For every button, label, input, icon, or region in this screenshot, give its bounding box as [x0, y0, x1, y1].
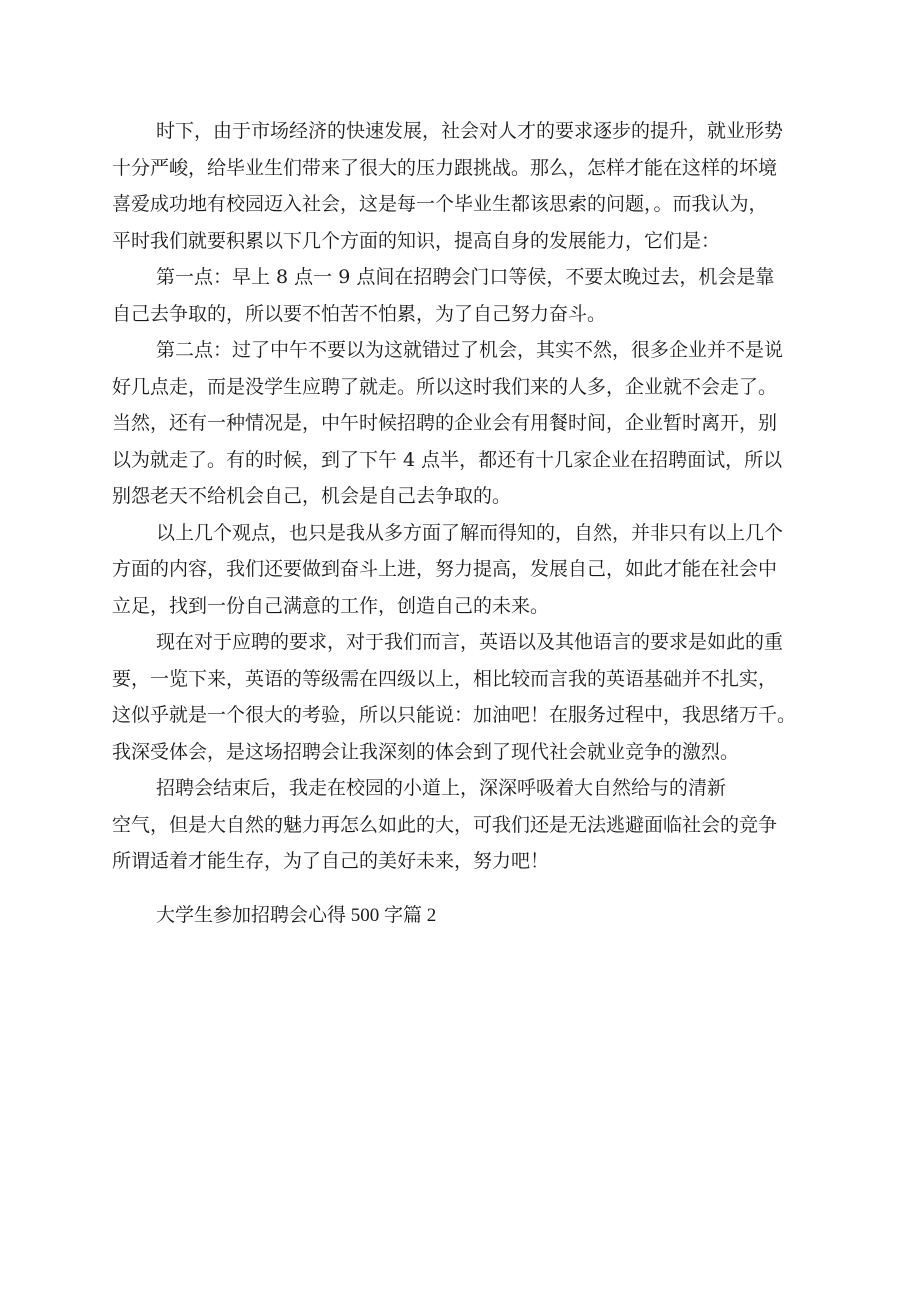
paragraph-line: 我深受体会，是这场招聘会让我深刻的体会到了现代社会就业竞争的激烈。 [112, 740, 740, 763]
paragraph-line: 这似乎就是一个很大的考验，所以只能说：加油吧！在服务过程中，我思绪万千。 [112, 704, 797, 726]
document-page [112, 113, 822, 934]
paragraph [112, 113, 822, 259]
paragraph-line: 第二点：过了中午不要以为这就错过了机会，其实不然，很多企业并不是说 [156, 339, 784, 361]
paragraph-line: 十分严峻，给毕业生们带来了很大的压力跟挑战。那么，怎样才能在这样的坏境 [112, 156, 778, 179]
paragraph-line: 以上几个观点，也只是我从多方面了解而得知的，自然，并非只有以上几个 [156, 521, 784, 544]
paragraph [112, 624, 822, 770]
paragraph [112, 770, 822, 880]
paragraph-line: 现在对于应聘的要求，对于我们而言，英语以及其他语言的要求是如此的重 [156, 631, 784, 653]
paragraph [112, 332, 822, 515]
paragraph-line: 当然，还有一种情况是，中午时候招聘的企业会有用餐时间，企业暂时离开，别 [112, 412, 778, 434]
paragraph-line: 空气，但是大自然的魅力再怎么如此的大，可我们还是无法逃避面临社会的竞争 [112, 813, 778, 836]
paragraph-line: 喜爱成功地有校园迈入社会，这是每一个毕业生都该思索的问题，。而我认为， [112, 193, 768, 215]
section-heading: 大学生参加招聘会心得 500 字篇 2 [156, 904, 437, 926]
paragraph-line: 时下，由于市场经济的快速发展，社会对人才的要求逐步的提升，就业形势 [156, 120, 784, 142]
paragraph-line: 立足，找到一份自己满意的工作，创造自己的未来。 [112, 594, 550, 617]
paragraph-line: 以为就走了。有的时候，到了下午 4 点半，都还有十几家企业在招聘面试，所以 [112, 448, 783, 471]
paragraph-line: 别怨老天不给机会自己，机会是自己去争取的。 [112, 485, 512, 507]
paragraph [112, 515, 822, 625]
paragraph-line: 招聘会结束后，我走在校园的小道上，深深呼吸着大自然给与的清新 [156, 777, 727, 799]
paragraph-line: 所谓适着才能生存，为了自己的美好未来，努力吧！ [112, 850, 550, 872]
paragraph-line: 第一点：早上 8 点一 9 点间在招聘会门口等侯，不要太晚过去，机会是靠 [156, 266, 775, 288]
paragraph-line: 自己去争取的，所以要不怕苦不怕累，为了自己努力奋斗。 [112, 302, 607, 325]
paragraph-line: 方面的内容，我们还要做到奋斗上进，努力提高，发展自己，如此才能在社会中 [112, 558, 778, 580]
paragraph [112, 259, 822, 332]
paragraph-line: 平时我们就要积累以下几个方面的知识，提高自身的发展能力，它们是： [112, 229, 721, 252]
paragraph-line: 好几点走，而是没学生应聘了就走。所以这时我们来的人多，企业就不会走了。 [112, 375, 778, 398]
paragraph-line: 要，一览下来，英语的等级需在四级以上，相比较而言我的英语基础并不扎实， [112, 667, 778, 690]
